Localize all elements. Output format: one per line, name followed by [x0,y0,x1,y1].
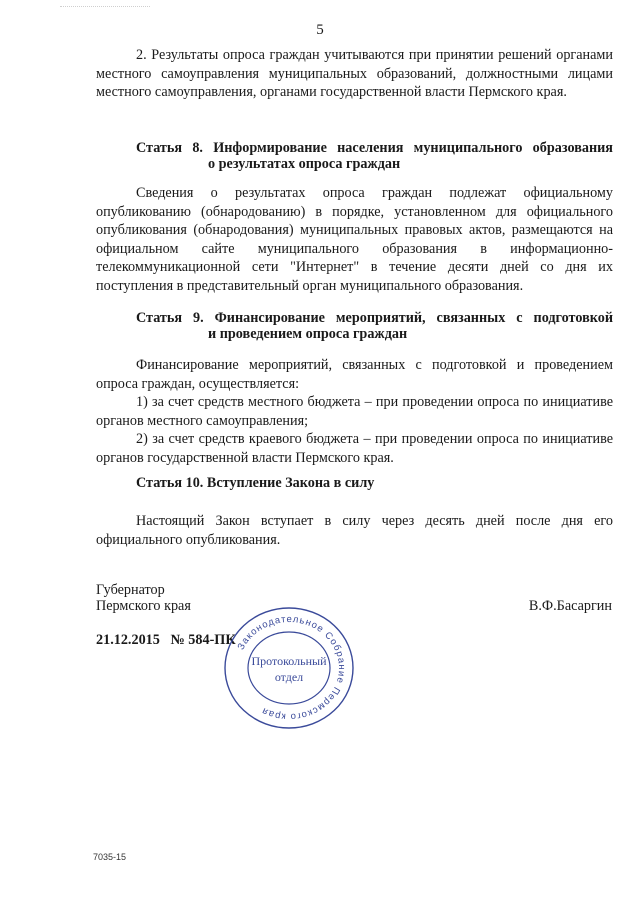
stamp-ring-textpath: Законодательное Собрание Пермского края [235,613,348,723]
article10-heading [96,475,613,491]
article8-heading [96,140,613,172]
article9-heading-line2: и проведением опроса граждан [208,326,408,342]
stamp-center-line1: Протокольный [251,654,327,668]
article7-paragraph-2: 2. Результаты опроса граждан учитываются при принятии решений органами местного самоуправления муниципальных образований, должностными лицами местного самоуправления, органами государственной власти Пермского края. [96,47,613,101]
law-date-number [96,632,236,649]
article8-paragraph: Сведения о результатах опроса граждан подлежат официальному опубликованию (обнародованию) в порядке, установленном для официального опубликования (обнародования) муниципальных правовых актов, размещаются на официальном сайте муниципального образования в информационно-телекоммуникационной сети "Интернет" в течение десяти дней со дня их поступления в представительный орган муниципального образования. [96,185,613,294]
signatory-title [96,582,191,614]
signatory-title-line2: Пермского края [96,598,191,614]
signatory-name: В.Ф.Басаргин [528,598,612,614]
article9-item-2: 2) за счет средств краевого бюджета – при проведении опроса по инициативе органов государственной власти Пермского края. [96,431,613,466]
law-number: № 584-ПК [170,632,236,648]
stamp-outer-ring [225,608,353,728]
article9-heading [96,310,613,342]
footer-code: 7035-15 [93,852,127,862]
article10-heading-text: Статья 10. Вступление Закона в силу [136,475,375,491]
law-date: 21.12.2015 [96,632,160,648]
article8-heading-line1: Статья 8. Информирование населения муниципального образования [136,140,613,156]
scan-artifact [60,6,150,9]
article9-item-1: 1) за счет средств местного бюджета – при проведении опроса по инициативе органов местного самоуправления; [96,394,613,429]
article9-intro: Финансирование мероприятий, связанных с подготовкой и проведением опроса граждан, осуществляется: [96,357,613,392]
signatory-title-line1: Губернатор [96,582,165,598]
page-number: 5 [316,22,324,38]
article10-paragraph: Настоящий Закон вступает в силу через десять дней после дня его официального опубликования. [96,513,613,548]
stamp-seal [218,604,360,732]
article9-heading-line1: Статья 9. Финансирование мероприятий, связанных с подготовкой [136,310,613,326]
article8-heading-line2: о результатах опроса граждан [208,156,401,172]
stamp-inner-ring [248,632,330,704]
stamp-center-line2: отдел [274,670,304,684]
